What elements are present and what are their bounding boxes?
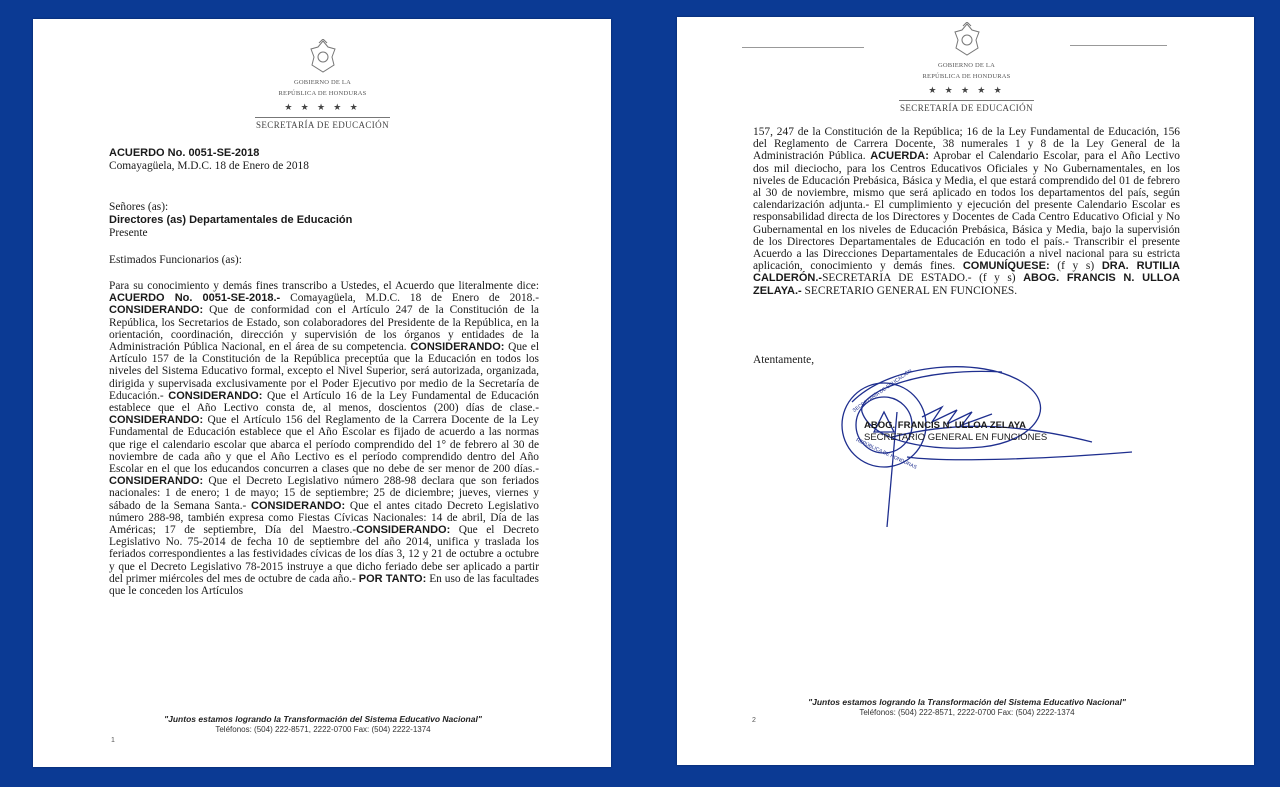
text-run: Que el antes citado Decreto Legislativo número 288-98, también expresa como Fiestas Cívicas Nacionales: 14 de abril, Día de las Américas; 17 de septiembre, Día del Maestro.- <box>109 499 539 537</box>
bold-run: CONSIDERANDO: <box>109 304 204 317</box>
text-run: Que el Artículo 16 de la Ley Fundamental de Educación establece que el Año Lectivo consta de, al menos, doscientos (200) días de clase.- <box>109 389 539 415</box>
signer-title: SECRETARIO GENERAL EN FUNCIONES <box>864 432 1048 443</box>
stars: ★ ★ ★ ★ ★ <box>928 85 1005 95</box>
stamp-top-text: SECRETARÍA DE EDUCACIÓN <box>851 368 914 414</box>
page-1-footer <box>113 714 533 734</box>
bold-run: ACUERDA: <box>870 150 929 163</box>
coat-of-arms-icon <box>950 22 984 58</box>
bold-run: ACUERDO No. 0051-SE-2018.- <box>109 292 281 305</box>
body-text-page-2 <box>753 126 1180 297</box>
addressee: Directores (as) Departamentales de Educación <box>109 214 353 226</box>
bold-run: DRA. RUTILIA CALDERÓN.- <box>753 260 1181 285</box>
document-page-1 <box>33 19 611 767</box>
text-run: (f y s) <box>1049 260 1102 273</box>
body-text-page-1 <box>109 280 539 597</box>
bold-run: POR TANTO: <box>358 572 427 585</box>
motto: "Juntos estamos logrando la Transformación del Sistema Educativo Nacional" <box>808 697 1126 707</box>
bold-run: CONSIDERANDO: <box>251 499 346 512</box>
stars: ★ ★ ★ ★ ★ <box>284 102 361 112</box>
presente: Presente <box>109 227 148 239</box>
text-run: Que el Decreto Legislativo número 288-98 declara que son feriados nacionales: 1 de enero; 1 de mayo; 15 de septiembre; 25 de diciembre; jueves, viernes y sábado de la Semana Santa.- <box>109 475 539 512</box>
document-page-2 <box>677 17 1254 765</box>
text-run: SECRETARIO GENERAL EN FUNCIONES. <box>801 284 1018 297</box>
bold-run: CONSIDERANDO: <box>410 341 505 354</box>
page-number: 1 <box>111 737 115 744</box>
secretaria-name: SECRETARÍA DE EDUCACIÓN <box>255 117 390 130</box>
letterhead <box>255 39 390 130</box>
gov-line2: REPÚBLICA DE HONDURAS <box>278 90 367 97</box>
page-2-footer <box>757 697 1177 717</box>
header-rule-left <box>742 47 864 48</box>
letterhead <box>899 22 1034 113</box>
gov-line2: REPÚBLICA DE HONDURAS <box>922 73 1011 80</box>
signer-block <box>864 420 1047 444</box>
bold-run: CONSIDERANDO: <box>168 389 263 402</box>
text-run: En uso de las facultades que le conceden los Artículos <box>109 572 539 598</box>
text-run: Comayagüela, M.D.C. 18 de Enero de 2018.- <box>280 292 539 305</box>
text-run: 157, 247 de la Constitución de la República; 16 de la Ley Fundamental de Educación, 156 del Reglamento de Carrera Docente, 38 numerales 1 y 8 de la Ley General de la Administración Pública. <box>753 126 1180 163</box>
stamp-bottom-text: REPÚBLICA DE HONDURAS <box>854 437 918 471</box>
closing: Atentamente, <box>753 354 815 366</box>
acuerdo-number: ACUERDO No. 0051-SE-2018 <box>109 147 260 159</box>
text-run: SECRETARIA DE ESTADO.- (f y s) <box>822 272 1024 285</box>
signer-name: ABOG. FRANCIS N. ULLOA ZELAYA <box>864 420 1027 431</box>
phones: Teléfonos: (504) 222-8571, 2222-0700 Fax: (504) 2222-1374 <box>215 725 431 734</box>
bold-run: ABOG. FRANCIS N. ULLOA ZELAYA.- <box>753 272 1181 297</box>
phones: Teléfonos: (504) 222-8571, 2222-0700 Fax: (504) 2222-1374 <box>859 708 1075 717</box>
bold-run: CONSIDERANDO: <box>356 524 451 537</box>
text-run: Que el Artículo 156 del Reglamento de la Carrera Docente de la Ley Fundamental de Educación establece que el Año Escolar es fijado de acuerdo a las normas que rige el calendario escolar que abarca el período comprendido del 1° de febrero al 30 de noviembre de cada año y que el Año Lectivo es el período comprendido dentro del Año Escolar en el que los educandos concurren a clases que no debe de ser menor de 200 días.- <box>109 414 539 476</box>
greeting: Estimados Funcionarios (as): <box>109 254 242 266</box>
salutation: Señores (as): <box>109 201 169 213</box>
text-run: Para su conocimiento y demás fines transcribo a Ustedes, el Acuerdo que literalmente dice: <box>109 280 539 292</box>
text-run: Que de conformidad con el Artículo 247 de la Constitución de la República, los Secretarios de Estado, son colaboradores del Presidente de la República, en la orientación, coordinación, dirección y supervisión de los órganos y entidades de la Administración Pública Nacional, en el área de su competencia. <box>109 304 539 354</box>
text-run: Aprobar el Calendario Escolar, para el Año Lectivo dos mil dieciocho, para los Centros Educativos Oficiales y No Gubernamentales, en los niveles de Educación Prebásica, Básica y Media, el que estará comprendido del 01 de febrero al 30 de noviembre, mismo que será aplicado en todos los departamentos del país, según calendarización adjunta.- El cumplimiento y ejecución del presente Calendario Escolar es responsabilidad directa de los Directores y Docentes de Cada Centro Educativo Oficial y No Gubernamental en los niveles de Educación Prebásica, Básica y Media, bajo la supervisión de los Directores Departamentales de Educación en todo el país.- Transcribir el presente Acuerdo a las Direcciones Departamentales de Educación a nivel nacional para su estricta aplicación, conocimiento y demás fines. <box>753 150 1180 273</box>
coat-of-arms-icon <box>306 39 340 75</box>
addressee-block <box>109 201 352 240</box>
gov-line1: GOBIERNO DE LA <box>294 79 351 86</box>
header-rule-right <box>1070 45 1167 46</box>
bold-run: CONSIDERANDO: <box>109 414 204 427</box>
bold-run: CONSIDERANDO: <box>109 475 204 488</box>
secretaria-name: SECRETARÍA DE EDUCACIÓN <box>899 100 1034 113</box>
page-number: 2 <box>752 717 756 724</box>
text-run: Que el Decreto Legislativo No. 75-2014 de fecha 10 de septiembre del año 2014, unifica y traslada los feriados correspondientes a las festividades cívicas de los días 3, 12 y 21 de octubre a octubre y que el Decreto Legislativo 78-2015 instruye a que dicho feriado debe ser aplicado a partir del primer miércoles del mes de octubre de cada año.- <box>109 524 540 585</box>
place-date: Comayagüela, M.D.C. 18 de Enero de 2018 <box>109 160 309 172</box>
gov-line1: GOBIERNO DE LA <box>938 62 995 69</box>
text-run: Que el Artículo 157 de la Constitución de la República preceptúa que la Educación en todos los niveles del Sistema Educativo formal, excepto el Nivel Superior, será autorizada, organizada, dirigida y supervisada exclusivamente por el Poder Ejecutivo por medio de la Secretaría de Educación.- <box>109 341 539 402</box>
reference-block <box>109 147 309 173</box>
signature-underline <box>907 452 1132 460</box>
bold-run: COMUNÍQUESE: <box>962 260 1050 273</box>
motto: "Juntos estamos logrando la Transformación del Sistema Educativo Nacional" <box>164 714 482 724</box>
